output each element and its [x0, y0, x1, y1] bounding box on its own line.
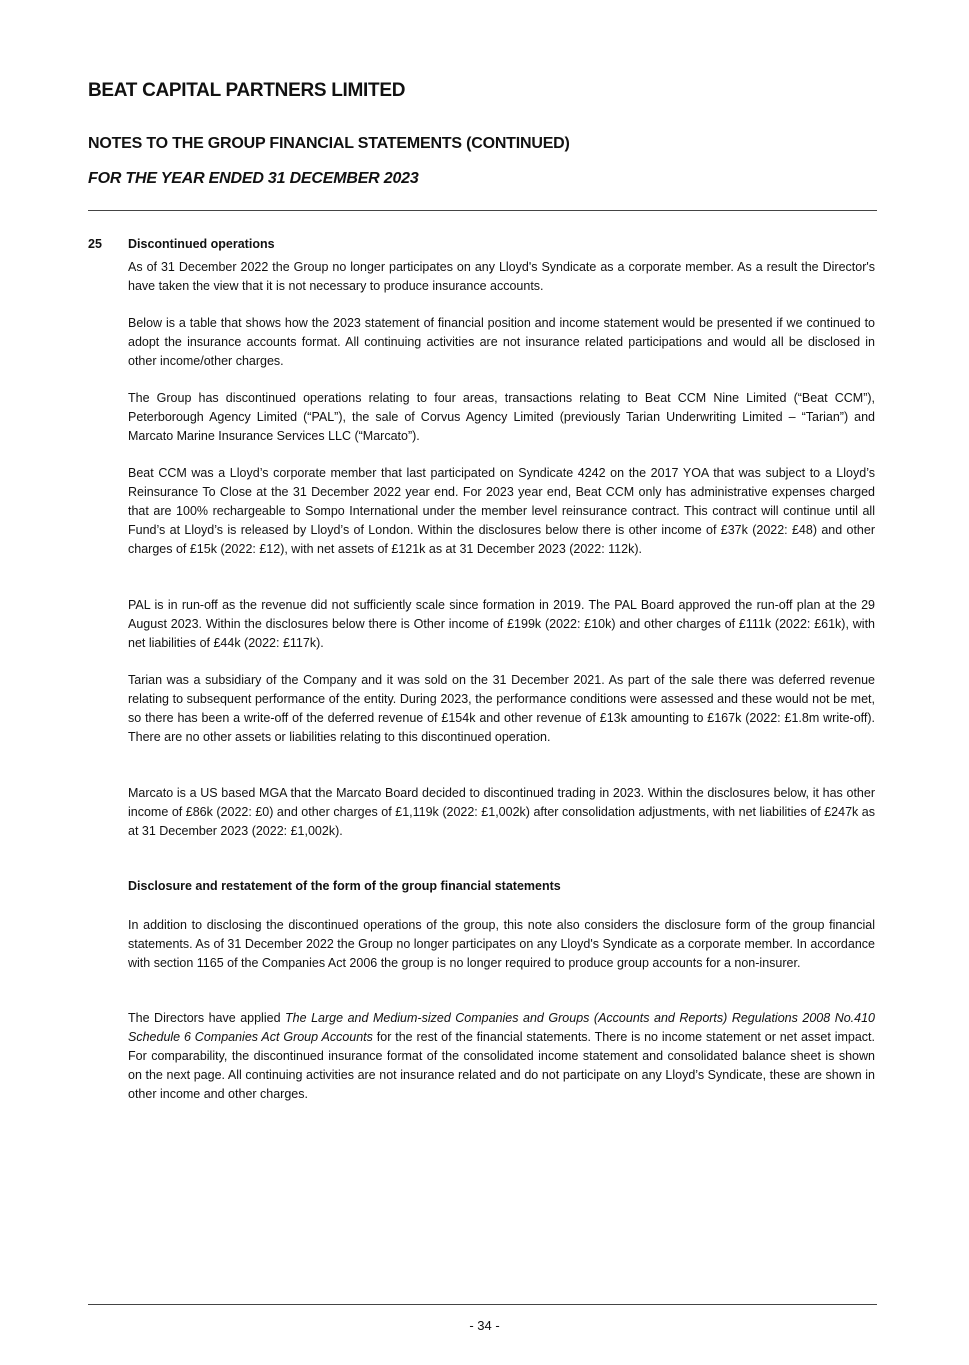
note-paragraph-3 [128, 389, 875, 446]
footer-divider [88, 1304, 877, 1305]
note-paragraph-1 [128, 258, 875, 296]
company-name: BEAT CAPITAL PARTNERS LIMITED [88, 80, 406, 101]
note-title: Discontinued operations [128, 237, 275, 251]
note-paragraph-2 [128, 314, 875, 371]
notes-title: NOTES TO THE GROUP FINANCIAL STATEMENTS (CONTINUED) [88, 135, 570, 152]
paragraph-text: As of 31 December 2022 the Group no longer participates on any Lloyd's Syndicate as a corporate member. As a result the Director's have taken the view that it is not necessary to produce insurance accounts. [128, 260, 875, 293]
paragraph-text: The Group has discontinued operations relating to four areas, transactions relating to Beat CCM Nine Limited (“Beat CCM”), Peterborough Agency Limited (“PAL”), the sale of Corvus Agency Limited (previously Tarian Underwriting Limited – “Tarian”) and Marcato Marine Insurance Services LLC (“Marcato”). [128, 391, 875, 443]
note-number: 25 [88, 237, 102, 251]
paragraph-text [128, 1009, 875, 1104]
disclosure-paragraph-1 [128, 916, 875, 973]
disclosure-heading: Disclosure and restatement of the form of the group financial statements [128, 879, 561, 893]
paragraph-text: In addition to disclosing the discontinued operations of the group, this note also considers the disclosure form of the group financial statements. As of 31 December 2022 the Group no longer participates on any Lloyd's Syndicate as a corporate member. In accordance with section 1165 of the Companies Act 2006 the group is no longer required to produce group accounts for a non-insurer. [128, 918, 875, 970]
note-paragraph-6 [128, 671, 875, 747]
paragraph-text: Tarian was a subsidiary of the Company and it was sold on the 31 December 2021. As part of the sale there was deferred revenue relating to subsequent performance of the entity. During 2023, the performance conditions were assessed and these would not be met, so there has been a write-off of the deferred revenue of £154k and other revenue of £13k amounting to £167k (2022: £1.8m write-off). There are no other assets or liabilities relating to this discontinued operation. [128, 673, 875, 744]
paragraph-text: Beat CCM was a Lloyd’s corporate member that last participated on Syndicate 4242 on the 2017 YOA that was subject to a Lloyd’s Reinsurance To Close at the 31 December 2022 year end. For 2023 year end, Beat CCM only has administrative expenses charged that are 100% rechargeable to Sompo International under the member level reinsurance contract. This contract will continue until all Fund’s at Lloyd’s is released by Lloyd’s of London. Within the disclosures below there is other income of £37k (2022: £48) and other charges of £15k (2022: £12), with net assets of £121k as at 31 December 2023 (2022: 112k). [128, 466, 875, 556]
paragraph-rest: for the rest of the financial statements. There is no income statement or net asset impact. For comparability, the discontinued insurance format of the consolidated income statement and consolidated balance sheet is shown on the next page. All continuing activities are not insurance related and do not participate on any Lloyd’s Syndicate, these are shown in other income and other charges. [128, 1030, 875, 1101]
regulation-title: The Large and Medium-sized Companies and Groups (Accounts and Reports) Regulations 2008 No.410 Schedule 6 Companies Act Group Accounts [128, 1011, 875, 1044]
note-paragraph-5 [128, 596, 875, 653]
period-subtitle: FOR THE YEAR ENDED 31 DECEMBER 2023 [88, 170, 419, 187]
paragraph-text: Below is a table that shows how the 2023 statement of financial position and income statement would be presented if we continued to adopt the insurance accounts format. All continuing activities are not insurance related participations and would all be disclosed in other income/other charges. [128, 316, 875, 368]
page-number: - 34 - [469, 1318, 500, 1333]
paragraph-text: PAL is in run-off as the revenue did not sufficiently scale since formation in 2019. The PAL Board approved the run-off plan at the 29 August 2023. Within the disclosures below there is Other income of £199k (2022: £10k) and other charges of £111k (2022: £61k), with net liabilities of £44k (2022: £117k). [128, 598, 875, 650]
paragraph-text: Marcato is a US based MGA that the Marcato Board decided to discontinued trading in 2023. Within the disclosures below, it has other income of £86k (2022: £0) and other charges of £1,119k (2022: £1,002k) after consolidation adjustments, with net liabilities of £247k as at 31 December 2023 (2022: £1,002k). [128, 786, 875, 838]
paragraph-lead: The Directors have applied [128, 1011, 286, 1025]
header-divider [88, 210, 877, 211]
note-paragraph-7 [128, 784, 875, 841]
disclosure-paragraph-2 [128, 1009, 875, 1104]
note-paragraph-4 [128, 464, 875, 559]
